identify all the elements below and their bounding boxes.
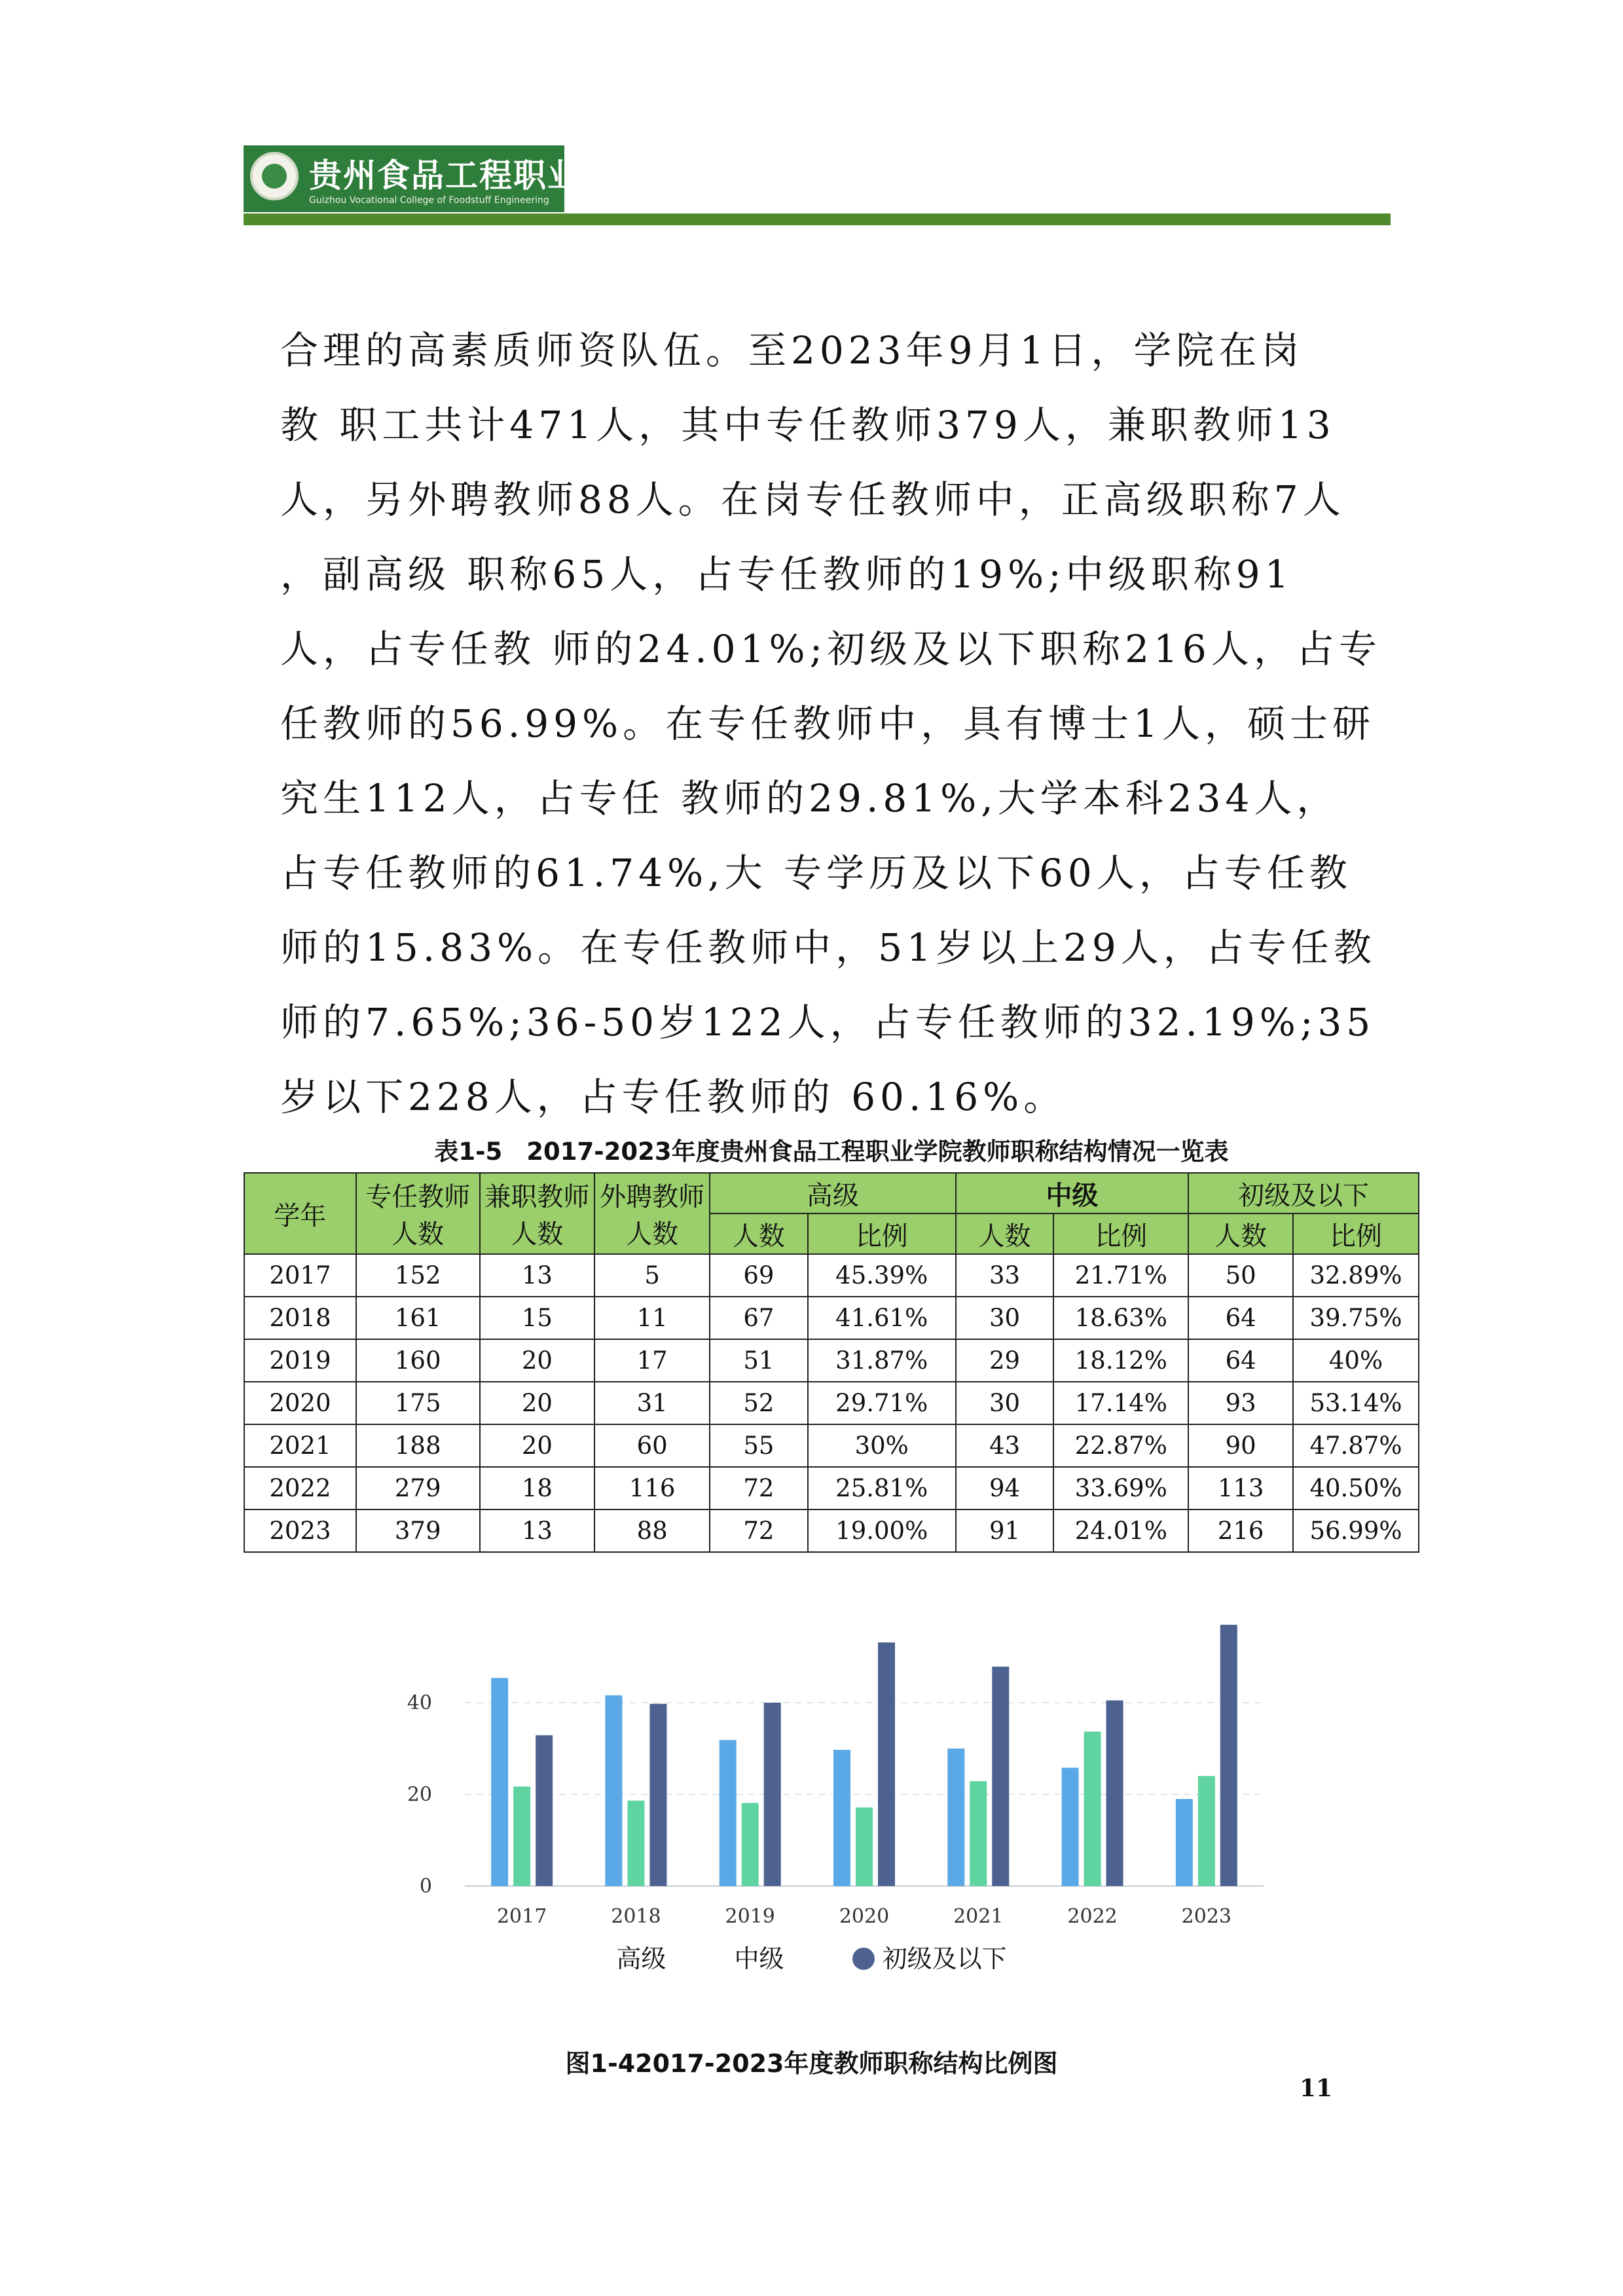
table-cell: 31.87% <box>808 1339 956 1382</box>
table-cell: 20 <box>480 1339 595 1382</box>
header-parttime: 兼职教师人数 <box>480 1173 595 1254</box>
table-body <box>244 1254 1419 1552</box>
bar-2017-0 <box>491 1678 508 1886</box>
bar-2017-2 <box>536 1735 553 1886</box>
table-cell: 113 <box>1188 1467 1293 1509</box>
bar-2018-2 <box>649 1704 666 1886</box>
table-cell: 22.87% <box>1053 1424 1188 1467</box>
table-row <box>244 1424 1419 1467</box>
table-cell: 90 <box>1188 1424 1293 1467</box>
table-cell: 41.61% <box>808 1297 956 1339</box>
header-junior: 初级及以下 <box>1188 1173 1419 1213</box>
legend-item-senior <box>616 1938 666 1974</box>
body-line: 岁以下228人，占专任教师的 60.16%。 <box>280 1075 1067 1119</box>
header-middle: 中级 <box>956 1173 1189 1213</box>
header-senior-count: 人数 <box>710 1213 808 1254</box>
table-cell: 67 <box>710 1297 808 1339</box>
table-cell: 279 <box>356 1467 480 1509</box>
x-tick-label: 2020 <box>839 1905 890 1928</box>
table-cell: 33.69% <box>1053 1467 1188 1509</box>
legend-label-middle: 中级 <box>734 1944 784 1973</box>
bar-2020-2 <box>878 1642 895 1886</box>
table-cell: 60 <box>594 1424 710 1467</box>
header-middle-ratio: 比例 <box>1053 1213 1188 1254</box>
table-cell: 18 <box>480 1467 595 1509</box>
body-line: 人，占专任教 师的24.01%;初级及以下职称216人，占专 <box>280 627 1381 671</box>
body-line: 任教师的56.99%。在专任教师中，具有博士1人，硕士研 <box>280 701 1376 746</box>
header-divider <box>244 213 1391 225</box>
college-logo <box>244 145 649 212</box>
x-tick-label: 2017 <box>496 1905 547 1928</box>
bar-2018-0 <box>605 1695 622 1886</box>
bar-2017-1 <box>513 1787 530 1886</box>
bar-2021-0 <box>947 1749 964 1886</box>
bar-2022-0 <box>1062 1768 1079 1886</box>
table-cell: 5 <box>594 1254 710 1297</box>
table-cell: 32.89% <box>1293 1254 1419 1297</box>
figure-caption: 图1-42017-2023年度教师职称结构比例图 <box>565 2049 1058 2078</box>
legend-item-middle <box>734 1938 784 1974</box>
table-row <box>244 1467 1419 1509</box>
table-cell: 43 <box>956 1424 1054 1467</box>
table-cell: 13 <box>480 1254 595 1297</box>
table-cell: 24.01% <box>1053 1509 1188 1552</box>
table-cell: 50 <box>1188 1254 1293 1297</box>
table-row <box>244 1297 1419 1339</box>
legend-dot-icon <box>852 1948 875 1970</box>
y-tick-label: 20 <box>407 1783 432 1806</box>
bar-2023-2 <box>1220 1625 1237 1886</box>
table-cell: 25.81% <box>808 1467 956 1509</box>
table-cell: 56.99% <box>1293 1509 1419 1552</box>
header-junior-count: 人数 <box>1188 1213 1293 1254</box>
y-tick-label: 40 <box>407 1692 432 1714</box>
legend-label-senior: 高级 <box>616 1944 666 1973</box>
table-cell: 52 <box>710 1382 808 1424</box>
table-cell: 20 <box>480 1382 595 1424</box>
table-cell: 175 <box>356 1382 480 1424</box>
table-cell: 94 <box>956 1467 1054 1509</box>
table-cell: 64 <box>1188 1297 1293 1339</box>
header-external: 外聘教师人数 <box>594 1173 710 1254</box>
table-cell: 15 <box>480 1297 595 1339</box>
table-cell: 2019 <box>244 1339 356 1382</box>
table-cell: 33 <box>956 1254 1054 1297</box>
table-cell: 2018 <box>244 1297 356 1339</box>
table-cell: 72 <box>710 1509 808 1552</box>
bar-2020-0 <box>833 1750 850 1886</box>
table-row <box>244 1382 1419 1424</box>
table-cell: 51 <box>710 1339 808 1382</box>
table-cell: 47.87% <box>1293 1424 1419 1467</box>
body-line: ，副高级 职称65人，占专任教师的19%;中级职称91 <box>280 552 1294 597</box>
table-cell: 29.71% <box>808 1382 956 1424</box>
table-cell: 161 <box>356 1297 480 1339</box>
page-header <box>244 145 1391 229</box>
bar-2022-1 <box>1084 1731 1101 1886</box>
table-cell: 2021 <box>244 1424 356 1467</box>
table-cell: 188 <box>356 1424 480 1467</box>
body-paragraph <box>280 313 1381 1134</box>
bar-2021-2 <box>992 1667 1009 1886</box>
page-number: 11 <box>1300 2075 1333 2102</box>
legend-item-junior <box>852 1938 1007 1974</box>
table-cell: 216 <box>1188 1509 1293 1552</box>
table-cell: 19.00% <box>808 1509 956 1552</box>
x-tick-label: 2023 <box>1181 1905 1232 1928</box>
table-cell: 160 <box>356 1339 480 1382</box>
table-cell: 39.75% <box>1293 1297 1419 1339</box>
body-line: 人，另外聘教师88人。在岗专任教师中，正高级职称7人 <box>280 477 1345 522</box>
body-line: 师的15.83%。在专任教师中，51岁以上29人，占专任教 <box>280 925 1376 970</box>
table-cell: 21.71% <box>1053 1254 1188 1297</box>
x-tick-label: 2019 <box>725 1905 775 1928</box>
logo-english-name: Guizhou Vocational College of Foodstuff Engineering <box>309 195 549 206</box>
table-cell: 72 <box>710 1467 808 1509</box>
table-cell: 30 <box>956 1297 1054 1339</box>
table-caption: 表1-5 2017-2023年度贵州食品工程职业学院教师职称结构情况一览表 <box>434 1138 1229 1166</box>
header-senior-ratio: 比例 <box>808 1213 956 1254</box>
body-line: 教 职工共计471人，其中专任教师379人，兼职教师13 <box>280 403 1336 447</box>
chart-legend <box>0 1938 1623 1974</box>
x-tick-label: 2018 <box>611 1905 661 1928</box>
table-cell: 2022 <box>244 1467 356 1509</box>
bar-2019-2 <box>764 1703 781 1886</box>
table-cell: 53.14% <box>1293 1382 1419 1424</box>
title-structure-table <box>244 1172 1419 1553</box>
table-cell: 18.63% <box>1053 1297 1188 1339</box>
body-line: 合理的高素质师资队伍。至2023年9月1日，学院在岗 <box>280 328 1304 373</box>
bar-2019-1 <box>742 1803 759 1886</box>
header-senior: 高级 <box>710 1173 956 1213</box>
header-fulltime: 专任教师人数 <box>356 1173 480 1254</box>
body-line: 究生112人，占专任 教师的29.81%,大学本科234人， <box>280 776 1340 821</box>
college-seal-icon <box>250 152 299 200</box>
table-row <box>244 1339 1419 1382</box>
table-cell: 31 <box>594 1382 710 1424</box>
bar-2021-1 <box>970 1781 987 1886</box>
bar-2018-1 <box>627 1801 644 1886</box>
x-tick-label: 2021 <box>953 1905 1004 1928</box>
header-junior-ratio: 比例 <box>1293 1213 1419 1254</box>
logo-chinese-name: 贵州食品工程职业学院 <box>309 157 649 194</box>
table-cell: 64 <box>1188 1339 1293 1382</box>
table-cell: 379 <box>356 1509 480 1552</box>
table-row <box>244 1254 1419 1297</box>
table-cell: 91 <box>956 1509 1054 1552</box>
table-cell: 45.39% <box>808 1254 956 1297</box>
title-ratio-bar-chart <box>393 1598 1296 1938</box>
table-cell: 17 <box>594 1339 710 1382</box>
body-line: 师的7.65%;36-50岁122人，占专任教师的32.19%;35 <box>280 1000 1376 1045</box>
table-cell: 18.12% <box>1053 1339 1188 1382</box>
table-cell: 17.14% <box>1053 1382 1188 1424</box>
table-cell: 11 <box>594 1297 710 1339</box>
table-cell: 69 <box>710 1254 808 1297</box>
table-cell: 55 <box>710 1424 808 1467</box>
table-cell: 30 <box>956 1382 1054 1424</box>
table-cell: 152 <box>356 1254 480 1297</box>
table-row <box>244 1509 1419 1552</box>
legend-label-junior: 初级及以下 <box>882 1944 1007 1973</box>
bar-2023-0 <box>1176 1799 1193 1886</box>
table-cell: 20 <box>480 1424 595 1467</box>
table-cell: 2023 <box>244 1509 356 1552</box>
y-tick-label: 0 <box>419 1875 432 1898</box>
table-cell: 13 <box>480 1509 595 1552</box>
table-cell: 29 <box>956 1339 1054 1382</box>
table-cell: 116 <box>594 1467 710 1509</box>
bar-2022-2 <box>1106 1701 1123 1887</box>
table-cell: 88 <box>594 1509 710 1552</box>
body-line: 占专任教师的61.74%,大 专学历及以下60人，占专任教 <box>280 851 1352 895</box>
table-cell: 2017 <box>244 1254 356 1297</box>
bar-2020-1 <box>856 1807 873 1886</box>
bar-2019-0 <box>720 1740 737 1886</box>
table-cell: 2020 <box>244 1382 356 1424</box>
table-cell: 93 <box>1188 1382 1293 1424</box>
header-middle-count: 人数 <box>956 1213 1054 1254</box>
bar-2023-1 <box>1198 1776 1215 1886</box>
table-cell: 30% <box>808 1424 956 1467</box>
x-tick-label: 2022 <box>1067 1905 1118 1928</box>
table-cell: 40.50% <box>1293 1467 1419 1509</box>
table-cell: 40% <box>1293 1339 1419 1382</box>
header-year: 学年 <box>244 1173 356 1254</box>
